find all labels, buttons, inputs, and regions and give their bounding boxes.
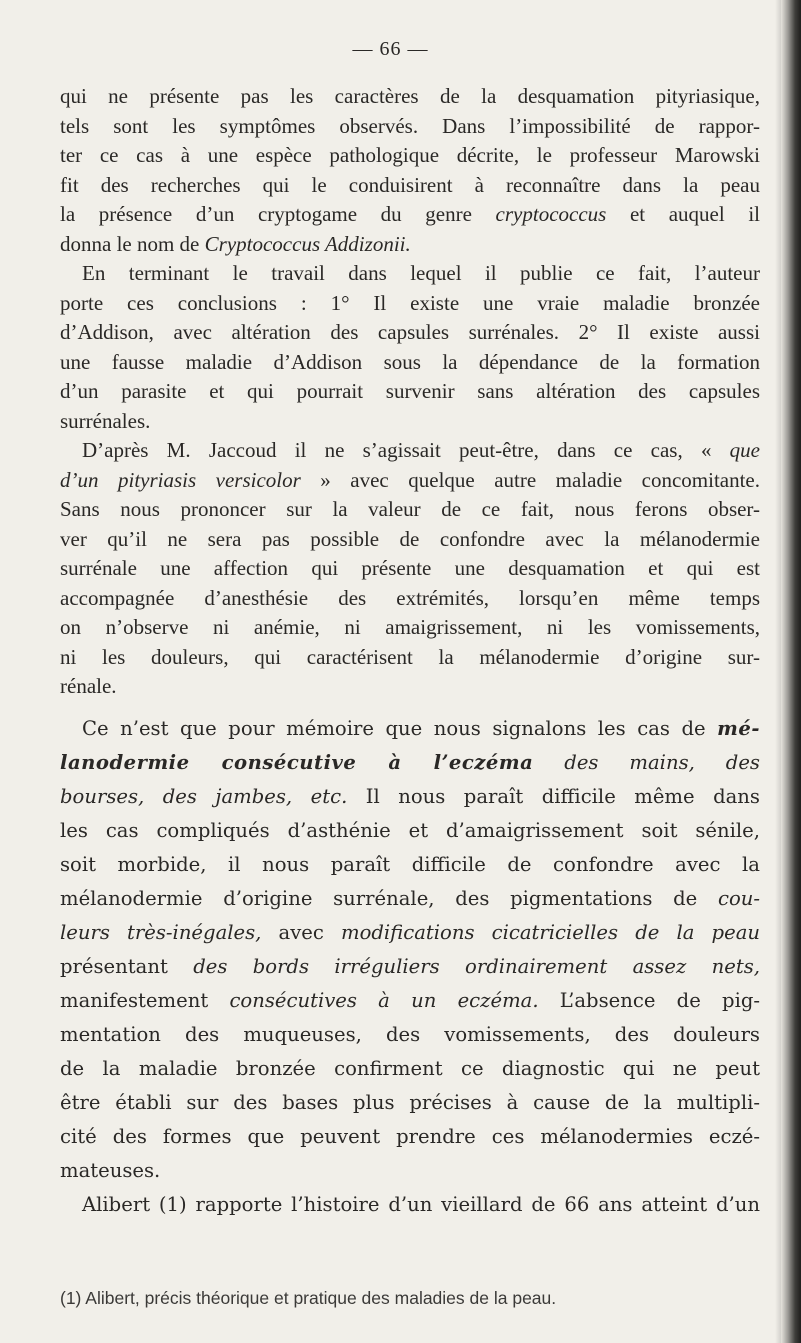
text-line: mentation des muqueuses, des vomissements, des douleurs <box>60 1022 760 1046</box>
text-line: rénale. <box>60 674 117 698</box>
paragraph-1 <box>60 82 760 702</box>
text-run: » avec quelque autre maladie concomitante. <box>300 467 760 492</box>
text-run: L’absence de pig- <box>538 988 761 1012</box>
italic-text: leurs très-inégales, <box>60 920 262 944</box>
italic-quote: que <box>729 438 760 462</box>
text-line <box>60 984 760 1018</box>
text-line: ni les douleurs, qui caractérisent la mélanodermie d’origine sur- <box>60 644 760 669</box>
text-line <box>60 466 760 496</box>
text-line <box>60 200 760 230</box>
italic-text: des mains, des <box>533 750 760 774</box>
footnote: (1) Alibert, précis théorique et pratique des maladies de la peau. <box>60 1288 557 1308</box>
text-line <box>60 746 760 780</box>
italic-genus: cryptococcus <box>495 202 607 226</box>
italic-text: consécutives à un eczéma. <box>229 988 539 1012</box>
text-run: avec <box>261 920 341 944</box>
text-run: D’après M. Jaccoud il ne s’agissait peut-être, dans ce cas, « <box>82 438 730 462</box>
text-line: ter ce cas à une espèce pathologique décrite, le professeur Marowski <box>60 143 760 167</box>
text-line: les cas compliqués d’asthénie et d’amaigrissement soit sénile, <box>60 818 760 842</box>
text-line: cité des formes que peuvent prendre ces mélanodermies eczé- <box>60 1124 760 1148</box>
paragraph-2 <box>60 712 760 1222</box>
italic-quote: d’un pityriasis versicolor <box>60 467 301 492</box>
text-line: ver qu’il ne sera pas possible de confondre avec la mélanodermie <box>60 526 760 551</box>
text-line <box>60 436 760 466</box>
italic-text: modifications cicatricielles de la peau <box>341 920 760 944</box>
text-run: donna le nom de <box>60 231 205 256</box>
text-line: une fausse maladie d’Addison sous la dépendance de la formation <box>60 349 760 374</box>
italic-text: des bords irréguliers ordinairement assez nets, <box>193 954 760 978</box>
text-line: tels sont les symptômes observés. Dans l’impossibilité de rappor- <box>60 113 760 138</box>
text-line: soit morbide, il nous paraît difficile de confondre avec la <box>60 852 760 876</box>
text-line: d’un parasite et qui pourrait survenir sans altération des capsules <box>60 379 760 403</box>
text-run: la présence d’un cryptogame du genre <box>60 202 496 226</box>
text-run: Il nous paraît difficile même dans <box>347 784 760 808</box>
text-line <box>60 916 760 950</box>
text-line: qui ne présente pas les caractères de la desquamation pityriasique, <box>60 84 760 108</box>
text-run: manifestement <box>60 988 230 1012</box>
text-line: accompagnée d’anesthésie des extrémités, lorsqu’en même temps <box>60 585 760 610</box>
text-line: mateuses. <box>60 1158 161 1182</box>
text-line: de la maladie bronzée confirment ce diagnostic qui ne peut <box>60 1056 760 1080</box>
text-line: Alibert (1) rapporte l’histoire d’un vieillard de 66 ans atteint d’un <box>82 1192 760 1216</box>
text-run: et auquel il <box>606 202 760 226</box>
text-line <box>60 950 760 984</box>
text-line <box>60 230 760 260</box>
text-line: être établi sur des bases plus précises à cause de la multipli- <box>60 1090 760 1114</box>
text-line: d’Addison, avec altération des capsules surrénales. 2° Il existe aussi <box>60 320 760 344</box>
text-line: surrénale une affection qui présente une desquamation et qui est <box>60 556 760 580</box>
book-spine-edge <box>781 0 801 1343</box>
text-line: surrénales. <box>60 408 151 433</box>
text-line: Sans nous prononcer sur la valeur de ce fait, nous ferons obser- <box>60 497 760 521</box>
italic-text: bourses, des jambes, etc. <box>60 784 348 808</box>
text-run: Ce n’est que pour mémoire que nous signalons les cas de <box>82 716 718 740</box>
text-line: on n’observe ni anémie, ni amaigrissement, ni les vomissements, <box>60 615 760 639</box>
bold-italic-term: mé- <box>717 716 760 740</box>
bold-italic-term: lanodermie consécutive à l’eczéma <box>60 750 534 774</box>
page-number: — 66 — <box>352 38 429 60</box>
italic-species: Cryptococcus Addizonii. <box>204 231 411 256</box>
italic-text: cou- <box>717 886 760 910</box>
text-line: porte ces conclusions : 1° Il existe une vraie maladie bronzée <box>60 290 760 315</box>
text-line: fit des recherches qui le conduisirent à reconnaître dans la peau <box>60 172 760 197</box>
text-line: En terminant le travail dans lequel il publie ce fait, l’auteur <box>82 261 760 285</box>
page-body <box>60 82 760 1222</box>
text-line <box>60 712 760 746</box>
text-line <box>60 882 760 916</box>
text-run: mélanodermie d’origine surrénale, des pigmentations de <box>60 886 718 910</box>
text-line <box>60 780 760 814</box>
text-run: présentant <box>60 954 194 978</box>
